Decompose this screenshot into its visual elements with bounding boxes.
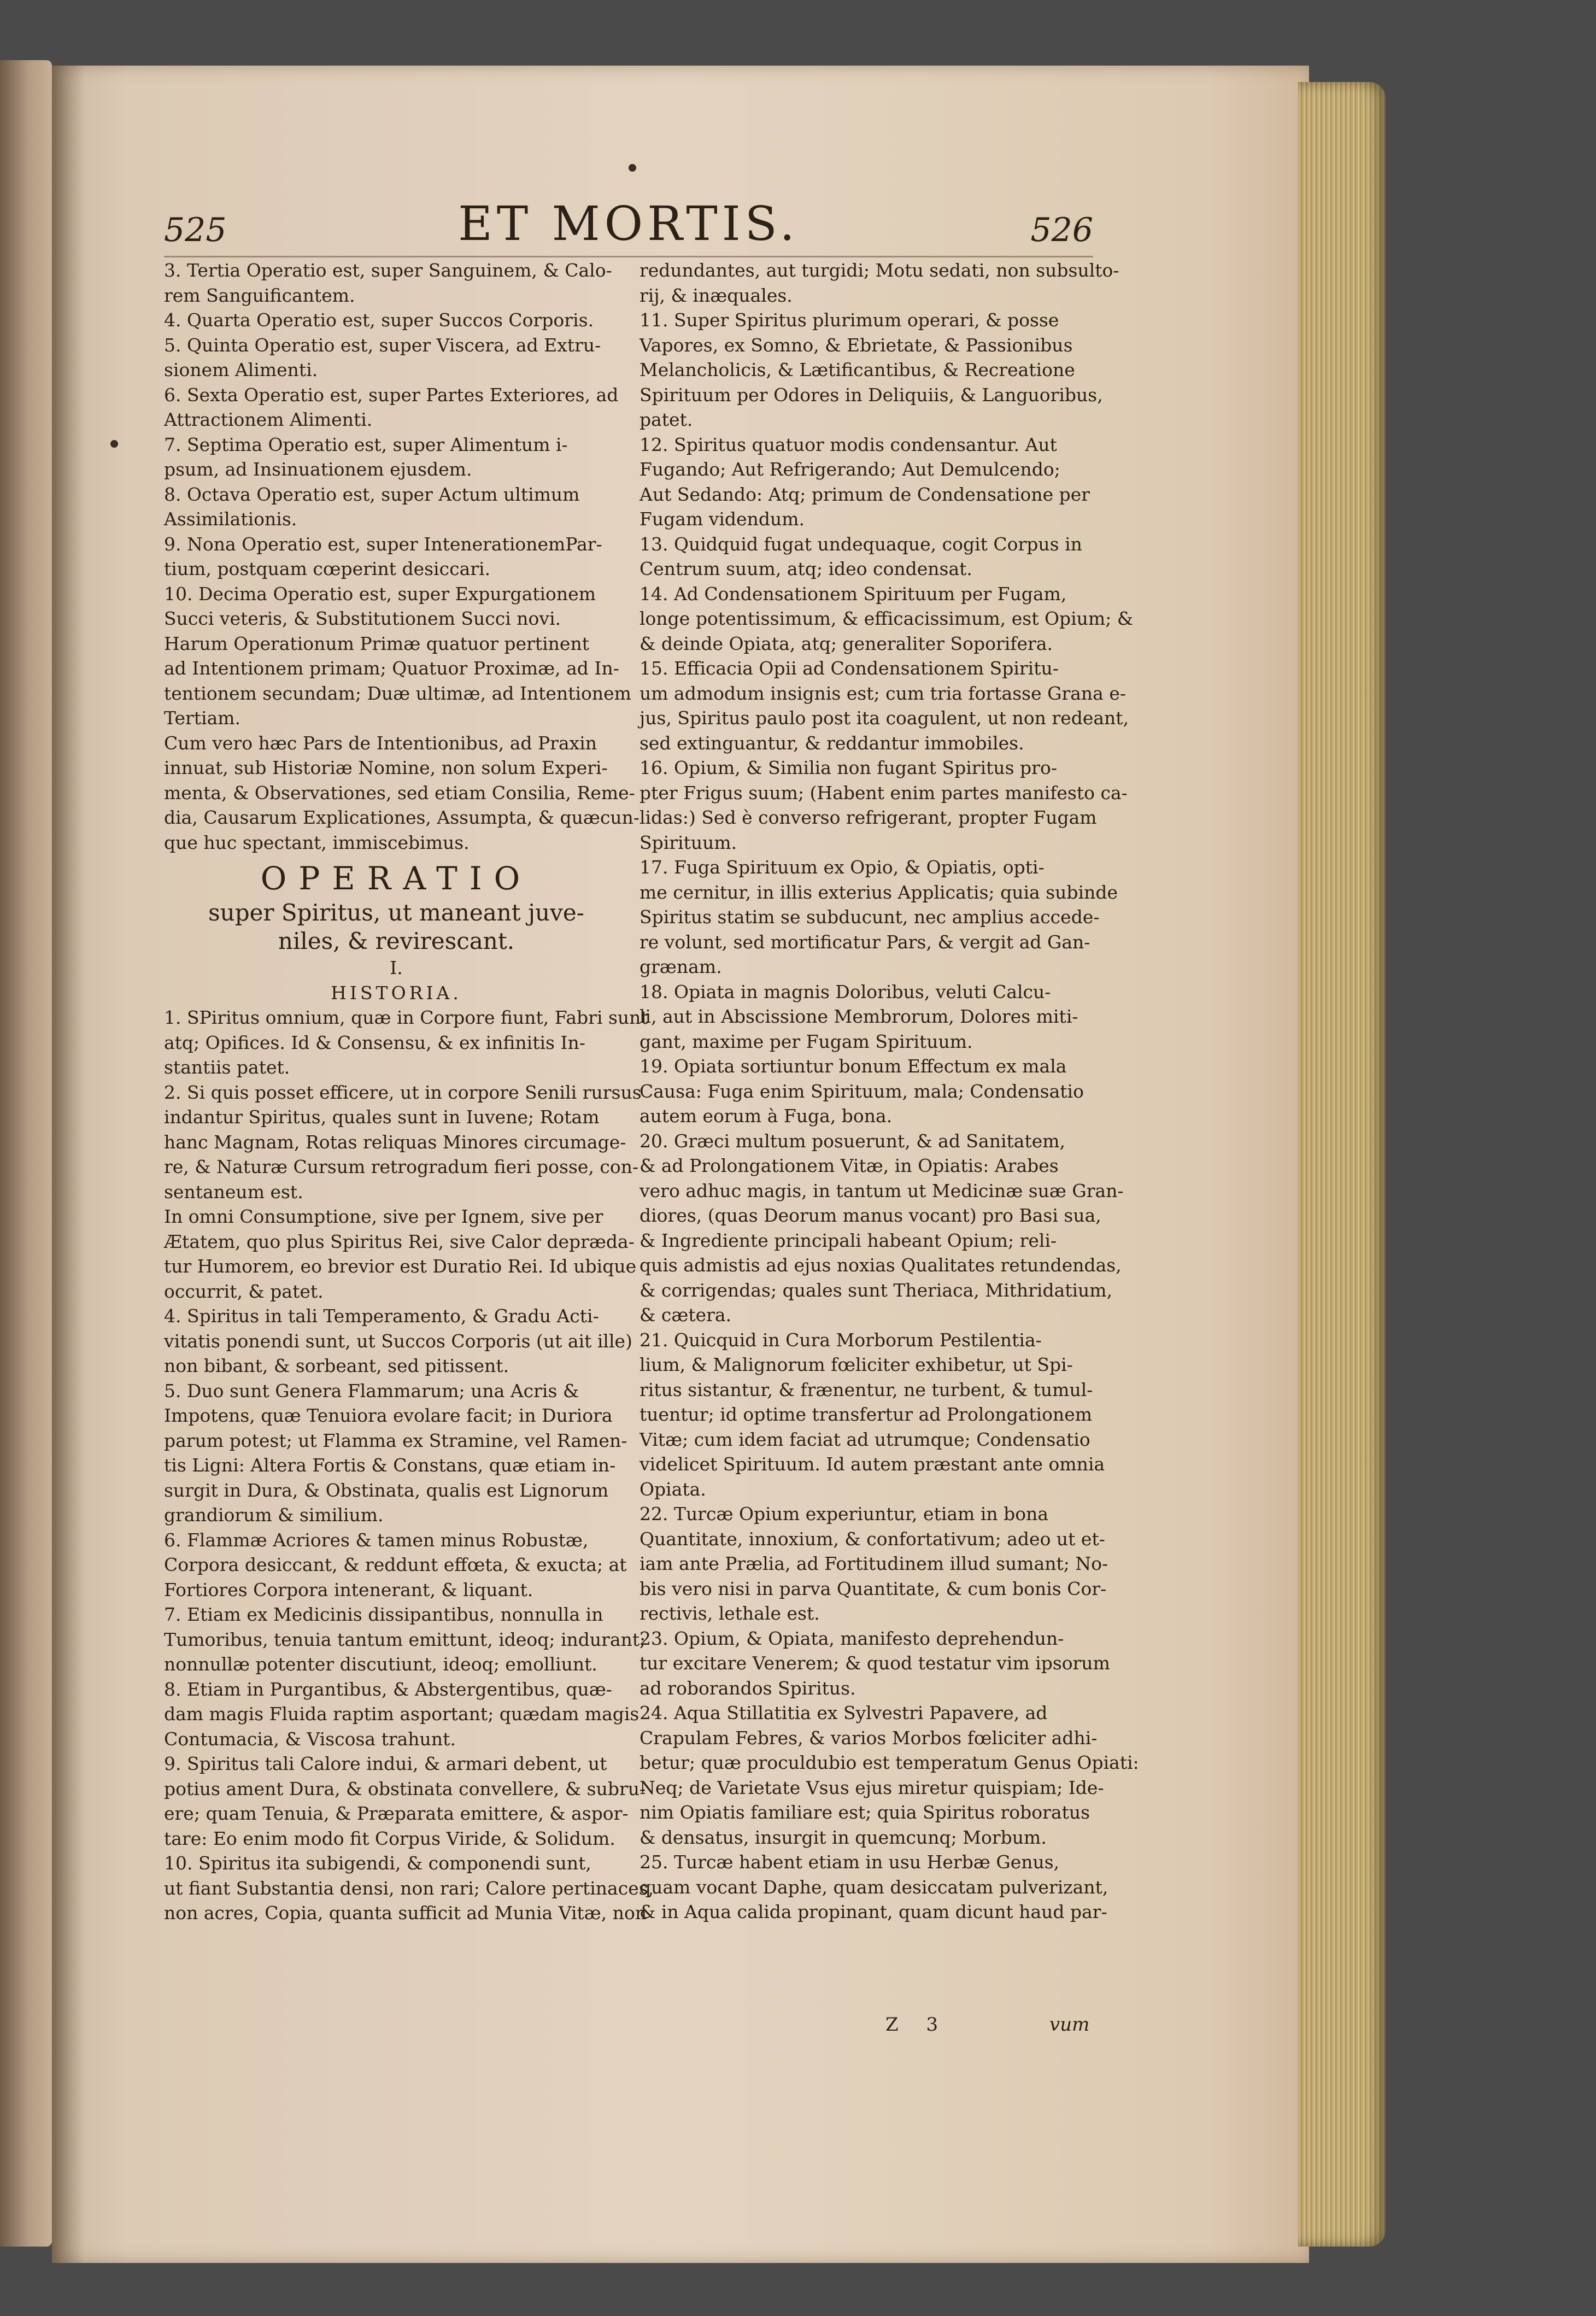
text-line: tentionem secundam; Duæ ultimæ, ad Intentionem <box>164 682 631 704</box>
text-line: patet. <box>639 409 693 430</box>
text-line: videlicet Spirituum. Id autem præstant ante omnia <box>639 1453 1105 1475</box>
text-line: Tumoribus, tenuia tantum emittunt, ideoq; indurant; <box>164 1628 646 1650</box>
text-line: 19. Opiata sortiuntur bonum Effectum ex mala <box>639 1056 1067 1077</box>
text-line: Impotens, quæ Tenuiora evolare facit; in Duriora <box>164 1405 613 1426</box>
text-line: potius ament Dura, & obstinata convellere, & subru- <box>164 1778 646 1799</box>
text-line: innuat, sub Historiæ Nomine, non solum Experi- <box>164 757 608 778</box>
text-line: nim Opiatis familiare est; quia Spiritus roboratus <box>639 1802 1090 1823</box>
text-line: Corpora desiccant, & reddunt effœta, & exucta; at <box>164 1554 627 1575</box>
text-line: Cum vero hæc Pars de Intentionibus, ad Praxin <box>164 732 597 754</box>
text-line: non bibant, & sorbeant, sed pitissent. <box>164 1355 509 1376</box>
text-line: Crapulam Febres, & varios Morbos fœliciter adhi- <box>639 1727 1098 1749</box>
text-line: 7. Septima Operatio est, super Alimentum i- <box>164 433 568 455</box>
text-line: 10. Spiritus ita subigendi, & componendi sunt, <box>164 1852 591 1874</box>
text-line: parum potest; ut Flamma ex Stramine, vel Ramen- <box>164 1429 627 1451</box>
running-title: ET MORTIS. <box>458 197 799 251</box>
text-line: & densatus, insurgit in quemcunq; Morbum. <box>639 1826 1047 1848</box>
text-line: quam vocant Daphe, quam desiccatam pulverizant, <box>639 1876 1108 1898</box>
left-column-text-2 <box>164 1005 654 1926</box>
text-line: rem Sanguificantem. <box>164 284 355 306</box>
text-line: 7. Etiam ex Medicinis dissipantibus, nonnulla in <box>164 1604 603 1625</box>
text-line: um admodum insignis est; cum tria fortasse Grana e- <box>639 682 1126 704</box>
text-line: In omni Consumptione, sive per Ignem, sive per <box>164 1206 603 1227</box>
right-column <box>639 258 1139 1925</box>
text-line: atq; Opifices. Id & Consensu, & ex infinitis In- <box>164 1031 585 1053</box>
text-line: Fugam videndum. <box>639 508 805 530</box>
text-line: Succi veteris, & Substitutionem Succi novi. <box>164 608 561 629</box>
text-line: Quantitate, innoxium, & confortativum; adeo ut et- <box>639 1528 1105 1550</box>
text-line: tuentur; id optime transfertur ad Prolongationem <box>639 1404 1093 1425</box>
text-line: 22. Turcæ Opium experiuntur, etiam in bona <box>639 1503 1049 1525</box>
text-line: 11. Super Spiritus plurimum operari, & posse <box>639 309 1059 331</box>
text-line: Opiata. <box>639 1478 706 1500</box>
text-line: tium, postquam cœperint desiccari. <box>164 558 491 579</box>
text-line: iam ante Prælia, ad Fortitudinem illud sumant; No- <box>639 1553 1108 1574</box>
text-line: Fugando; Aut Refrigerando; Aut Demulcendo; <box>639 459 1060 480</box>
signature-letter: Z <box>885 2014 899 2036</box>
text-line: 6. Sexta Operatio est, super Partes Exteriores, ad <box>164 384 619 406</box>
text-line: Spiritus statim se subducunt, nec amplius accede- <box>639 906 1100 928</box>
text-line: 20. Græci multum posuerunt, & ad Sanitatem, <box>639 1130 1066 1152</box>
section-title: OPERATIO <box>260 860 532 897</box>
text-line: gant, maxime per Fugam Spirituum. <box>639 1030 973 1052</box>
text-line: pter Frigus suum; (Habent enim partes manifesto ca- <box>639 782 1128 804</box>
text-line: Vapores, ex Somno, & Ebrietate, & Passionibus <box>639 334 1073 356</box>
text-line: ut fiant Substantia densi, non rari; Calore pertinaces, <box>164 1877 654 1899</box>
text-line: sionem Alimenti. <box>164 359 318 380</box>
text-line: Spirituum per Odores in Deliquiis, & Languoribus, <box>639 384 1103 406</box>
text-line: psum, ad Insinuationem ejusdem. <box>164 459 472 480</box>
text-line: ere; quam Tenuia, & Præparata emittere, & aspor- <box>164 1803 629 1824</box>
text-line: 8. Etiam in Purgantibus, & Abstergentibus, quæ- <box>164 1678 612 1700</box>
text-line: 21. Quicquid in Cura Morborum Pestilentia- <box>639 1329 1042 1351</box>
text-line: betur; quæ proculdubio est temperatum Genus Opiati: <box>639 1752 1139 1773</box>
text-line: Neq; de Varietate Vsus ejus miretur quispiam; Ide- <box>639 1776 1104 1798</box>
text-line: Contumacia, & Viscosa trahunt. <box>164 1728 456 1750</box>
text-line: Tertiam. <box>164 707 241 729</box>
text-line: que huc spectant, immiscebimus. <box>164 831 470 853</box>
ink-dot <box>110 440 118 448</box>
text-line: dam magis Fluida raptim asportant; quædam magis <box>164 1703 639 1725</box>
text-line: ritus sistantur, & frænentur, ne turbent, & tumul- <box>639 1379 1093 1400</box>
text-line: 9. Nona Operatio est, super IntenerationemPar- <box>164 533 602 555</box>
text-line: 10. Decima Operatio est, super Expurgationem <box>164 583 596 605</box>
text-line: ad Intentionem primam; Quatuor Proximæ, ad In- <box>164 658 619 679</box>
text-line: tis Ligni: Altera Fortis & Constans, quæ etiam in- <box>164 1455 616 1476</box>
text-line: 23. Opium, & Opiata, manifesto deprehendun- <box>639 1627 1064 1649</box>
text-line: 18. Opiata in magnis Doloribus, veluti Calcu- <box>639 981 1051 1002</box>
text-line: 12. Spiritus quatuor modis condensantur. Aut <box>639 433 1057 455</box>
text-line: 14. Ad Condensationem Spirituum per Fugam, <box>639 583 1067 605</box>
text-line: 24. Aqua Stillatitia ex Sylvestri Papavere, ad <box>639 1702 1048 1723</box>
page-header <box>164 197 1093 257</box>
text-line: surgit in Dura, & Obstinata, qualis est Lignorum <box>164 1479 609 1501</box>
text-line: & Ingrediente principali habeant Opium; reli- <box>639 1229 1057 1251</box>
left-page-edge <box>0 60 52 2247</box>
text-line: 25. Turcæ habent etiam in usu Herbæ Genus, <box>639 1851 1060 1873</box>
text-line: 5. Quinta Operatio est, super Viscera, ad Extru- <box>164 334 601 356</box>
text-line: lium, & Malignorum fœliciter exhibetur, ut Spi- <box>639 1354 1073 1375</box>
text-line: vero adhuc magis, in tantum ut Medicinæ suæ Gran- <box>639 1180 1124 1201</box>
text-line: re volunt, sed mortificatur Pars, & vergit ad Gan- <box>639 931 1090 953</box>
text-line: 13. Quidquid fugat undequaque, cogit Corpus in <box>639 533 1082 555</box>
text-line: rectivis, lethale est. <box>639 1603 820 1624</box>
text-line: quis admistis ad ejus noxias Qualitates retundendas, <box>639 1254 1122 1276</box>
header-rule <box>164 256 1093 257</box>
text-line: 1. SPiritus omnium, quæ in Corpore fiunt, Fabri sunt <box>164 1007 648 1028</box>
text-line: sed extinguantur, & reddantur immobiles. <box>639 732 1024 754</box>
text-line: nonnullæ potenter discutiunt, ideoq; emolliunt. <box>164 1654 597 1675</box>
catchword: vum <box>1049 2014 1090 2036</box>
text-line: Harum Operationum Primæ quatuor pertinent <box>164 632 589 654</box>
text-line: me cernitur, in illis exterius Applicatis; quia subinde <box>639 881 1118 903</box>
text-line: 17. Fuga Spirituum ex Opio, & Opiatis, opti- <box>639 857 1045 878</box>
text-line: Causa: Fuga enim Spirituum, mala; Condensatio <box>639 1080 1084 1102</box>
text-line: 15. Efficacia Opii ad Condensationem Spiritu- <box>639 658 1059 679</box>
signature-mark <box>885 2014 938 2036</box>
signature-number: 3 <box>926 2014 938 2036</box>
section-subtitle-line-2: niles, & revirescant. <box>278 928 515 954</box>
text-line: jus, Spiritus paulo post ita coagulent, ut non redeant, <box>639 707 1129 729</box>
text-line: 6. Flammæ Acriores & tamen minus Robustæ, <box>164 1529 589 1551</box>
text-line: Centrum suum, atq; ideo condensat. <box>639 558 972 579</box>
page-number-right: 526 <box>1030 211 1093 249</box>
text-line: 16. Opium, & Similia non fugant Spiritus pro- <box>639 757 1057 778</box>
text-line: li, aut in Abscissione Membrorum, Dolores miti- <box>639 1006 1078 1027</box>
text-line: grænam. <box>639 956 722 977</box>
text-line: tur excitare Venerem; & quod testatur vim ipsorum <box>639 1652 1110 1674</box>
text-line: & deinde Opiata, atq; generaliter Soporifera. <box>639 632 1053 654</box>
text-line: vitatis ponendi sunt, ut Succos Corporis (ut ait ille) <box>164 1330 632 1352</box>
text-line: & ad Prolongationem Vitæ, in Opiatis: Arabes <box>639 1155 1059 1176</box>
page-number-left: 525 <box>164 211 227 249</box>
fore-edge <box>1298 82 1386 2247</box>
text-line: 4. Spiritus in tali Temperamento, & Gradu Acti- <box>164 1305 599 1327</box>
text-line: Fortiores Corpora intenerant, & liquant. <box>164 1579 533 1600</box>
text-line: menta, & Observationes, sed etiam Consilia, Reme- <box>164 782 635 804</box>
text-line: dia, Causarum Explicationes, Assumpta, & quæcun- <box>164 807 640 828</box>
text-line: lidas:) Sed è converso refrigerant, propter Fugam <box>639 807 1097 828</box>
text-line: tare: Eo enim modo fit Corpus Viride, & Solidum. <box>164 1827 615 1849</box>
text-line: 3. Tertia Operatio est, super Sanguinem, & Calo- <box>164 260 612 281</box>
text-line: hanc Magnam, Rotas reliquas Minores circumage- <box>164 1131 626 1153</box>
text-line: diores, (quas Deorum manus vocant) pro Basi sua, <box>639 1205 1101 1226</box>
text-line: re, & Naturæ Cursum retrogradum fieri posse, con- <box>164 1156 639 1177</box>
text-line: stantiis patet. <box>164 1057 290 1078</box>
text-line: & corrigendas; quales sunt Theriaca, Mithridatium, <box>639 1279 1113 1301</box>
text-line: non acres, Copia, quanta sufficit ad Munia Vitæ, non <box>164 1902 647 1924</box>
text-line: grandiorum & similium. <box>164 1504 384 1526</box>
text-line: Vitæ; cum idem faciat ad utrumque; Condensatio <box>639 1428 1090 1450</box>
text-line: longe potentissimum, & efficacissimum, est Opium; & <box>639 608 1134 629</box>
text-line: Ætatem, quo plus Spiritus Rei, sive Calor deprædа- <box>164 1230 635 1252</box>
text-line: Attractionem Alimenti. <box>164 409 373 430</box>
section-subtitle-line-1: super Spiritus, ut maneant juve- <box>208 899 584 926</box>
text-line: tur Humorem, eo brevior est Duratio Rei. Id ubique <box>164 1256 637 1277</box>
text-line: sentaneum est. <box>164 1181 303 1203</box>
text-line: Aut Sedando: Atq; primum de Condensatione per <box>639 483 1090 505</box>
text-line: 8. Octava Operatio est, super Actum ultimum <box>164 483 580 505</box>
text-line: 4. Quarta Operatio est, super Succos Corporis. <box>164 309 594 331</box>
ink-dot <box>629 164 636 172</box>
text-line: Melancholicis, & Lætificantibus, & Recreatione <box>639 359 1075 380</box>
text-line: Assimilationis. <box>164 508 297 530</box>
text-line: redundantes, aut turgidi; Motu sedati, non subsulto- <box>639 260 1119 281</box>
text-line: ad roborandos Spiritus. <box>639 1677 856 1699</box>
text-line: & in Aqua calida propinant, quam dicunt haud par- <box>639 1901 1107 1922</box>
text-line: indantur Spiritus, quales sunt in Iuvene; Rotam <box>164 1106 600 1128</box>
right-column-text <box>639 258 1139 1925</box>
historia-heading: HISTORIA. <box>331 982 462 1004</box>
left-column-text <box>164 258 640 855</box>
text-line: 5. Duo sunt Genera Flammarum; una Acris & <box>164 1380 579 1402</box>
section-number: I. <box>390 957 403 978</box>
text-line: autem eorum à Fuga, bona. <box>639 1105 893 1127</box>
left-column <box>164 258 654 1926</box>
text-line: 9. Spiritus tali Calore indui, & armari debent, ut <box>164 1753 607 1774</box>
text-line: 2. Si quis posset efficere, ut in corpore Senili rursus <box>164 1081 642 1103</box>
text-line: bis vero nisi in parva Quantitate, & cum bonis Cor- <box>639 1578 1107 1599</box>
text-line: & cætera. <box>639 1304 732 1326</box>
text-line: Spirituum. <box>639 831 737 853</box>
text-line: occurrit, & patet. <box>164 1280 324 1302</box>
spine-shadow <box>52 66 85 2263</box>
text-line: rij, & inæquales. <box>639 284 793 306</box>
